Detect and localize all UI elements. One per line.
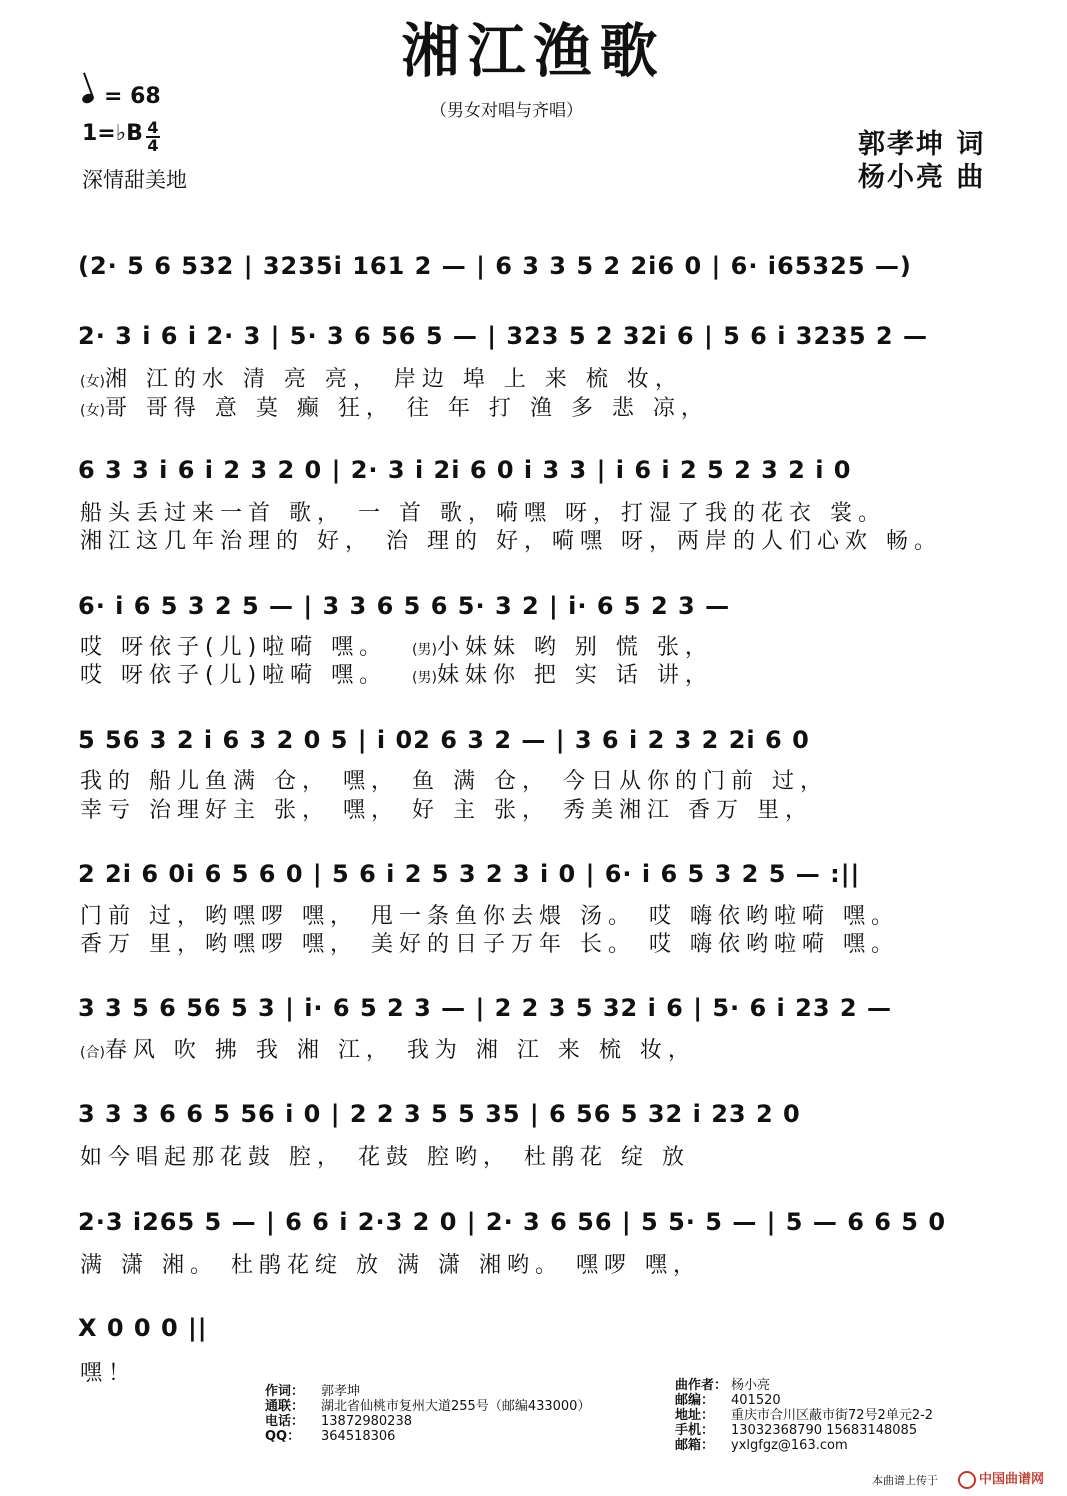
contact-value: 401520 [731, 1393, 781, 1408]
lyric-line: 嘿！ [80, 1361, 137, 1386]
lyric-line [80, 391, 709, 422]
singer-role: (男) [412, 642, 437, 658]
lyric-line: 我的 船儿鱼满 仓， 嘿， 鱼 满 仓， 今日从你的门前 过， [80, 769, 828, 794]
lyric-line: 门前 过，哟嘿啰 嘿， 甩一条鱼你去煨 汤。 哎 嗨依哟啦嗬 嘿。 [80, 904, 899, 929]
time-denominator: 4 [147, 136, 159, 155]
lyric-text: 哥 哥得 意 莫 癫 狂， 往 年 打 渔 多 悲 凉， [104, 396, 709, 421]
lyric-line: 如今唱起那花鼓 腔， 花鼓 腔哟， 杜鹃花 绽 放 [80, 1145, 690, 1170]
lyric-line: 香万 里，哟嘿啰 嘿， 美好的日子万年 长。 哎 嗨依哟啦嗬 嘿。 [80, 932, 899, 957]
contact-value: 重庆市合川区蔽市街72号2单元2-2 [731, 1408, 934, 1423]
score-line-9: 2·3 i265 5 — | 6 6 i 2·3 2 0 | 2· 3 6 56 | 5 5· 5 — | 5 — 6 6 5 0 [78, 1208, 947, 1236]
score-line-5: 5 56 3 2 i 6 3 2 0 5 | i 02 6 3 2 — | 3 6 i 2 3 2 2i 6 0 [78, 726, 810, 754]
expression-marking: 深情甜美地 [82, 168, 187, 192]
lyricist-contact [265, 1384, 590, 1444]
composer-contact [675, 1378, 933, 1453]
contact-label: 邮箱： [675, 1438, 715, 1453]
lyric-text: 小妹妹 哟 别 慌 张， [436, 635, 713, 660]
score-line-7: 3 3 5 6 56 5 3 | i· 6 5 2 3 — | 2 2 3 5 32 i 6 | 5· 6 i 23 2 — [78, 994, 892, 1022]
singer-role: (男) [412, 670, 437, 686]
score-line-6: 2 2i 6 0i 6 5 6 0 | 5 6 i 2 5 3 2 3 i 0 | 6· i 6 5 3 2 5 — :|| [78, 860, 861, 888]
song-title: 湘江渔歌 [401, 17, 666, 85]
lyric-line: 船头丢过来一首 歌， 一 首 歌，嗬嘿 呀，打湿了我的花衣 裳。 [80, 501, 886, 526]
site-logo-text: 中国曲谱网 [979, 1472, 1045, 1487]
contact-label: 地址： [675, 1408, 715, 1423]
tempo-marking [82, 84, 161, 109]
lyric-text: 湘 江的水 清 亮 亮， 岸边 埠 上 来 梳 妆， [104, 367, 683, 392]
contact-value: 杨小亮 [731, 1378, 771, 1393]
lyric-text: 妹妹你 把 实 话 讲， [436, 663, 713, 688]
lyric-line: 哎 呀依子(儿)啦嗬 嘿。 [80, 635, 388, 660]
score-line-2: 2· 3 i 6 i 2· 3 | 5· 3 6 56 5 — | 323 5 2 32i 6 | 5 6 i 3235 2 — [78, 322, 928, 350]
time-numerator: 4 [147, 118, 159, 137]
composer-credit: 杨小亮 曲 [858, 162, 986, 193]
upload-note: 本曲谱上传于 [872, 1474, 938, 1487]
quarter-note-icon [81, 92, 95, 105]
singer-role: (女) [80, 403, 105, 419]
lyric-line: 满 潇 湘。 杜鹃花绽 放 满 潇 湘哟。 嘿啰 嘿， [80, 1253, 701, 1278]
lyric-line [412, 658, 713, 689]
lyricist-credit: 郭孝坤 词 [858, 129, 986, 160]
lyric-line [80, 362, 683, 393]
score-line-1: (2· 5 6 532 | 3235i 161 2 — | 6 3 3 5 2 2i6 0 | 6· i65325 —) [78, 252, 912, 280]
lyric-line [412, 630, 713, 661]
site-logo-icon [958, 1471, 976, 1489]
contact-label: 手机： [675, 1423, 715, 1438]
contact-value: 364518306 [321, 1429, 396, 1444]
score-line-8: 3 3 3 6 6 5 56 i 0 | 2 2 3 5 5 35 | 6 56 5 32 i 23 2 0 [78, 1100, 801, 1128]
contact-value: 湖北省仙桃市复州大道255号（邮编433000） [321, 1399, 591, 1414]
performance-note: （男女对唱与齐唱） [430, 101, 583, 121]
lyric-line: 哎 呀依子(儿)啦嗬 嘿。 [80, 663, 388, 688]
lyric-line [80, 1033, 696, 1064]
lyric-line: 湘江这几年治理的 好， 治 理的 好，嗬嘿 呀，两岸的人们心欢 畅。 [80, 529, 942, 554]
contact-label: 作词： [265, 1384, 305, 1399]
contact-label: 邮编： [675, 1393, 715, 1408]
score-line-10: X 0 0 0 || [78, 1314, 208, 1342]
contact-label: QQ： [265, 1429, 301, 1444]
lyric-line: 幸亏 治理好主 张， 嘿， 好 主 张， 秀美湘江 香万 里， [80, 798, 813, 823]
contact-value: 13032368790 15683148085 [731, 1423, 918, 1438]
singer-role: (合) [80, 1045, 105, 1061]
tempo-value: = 68 [104, 84, 161, 109]
contact-value: yxlgfgz@163.com [731, 1438, 848, 1453]
contact-value: 13872980238 [321, 1414, 412, 1429]
lyric-text: 春风 吹 拂 我 湘 江， 我为 湘 江 来 梳 妆， [104, 1038, 696, 1063]
site-logo[interactable] [958, 1468, 1044, 1489]
contact-value: 郭孝坤 [321, 1384, 361, 1399]
score-line-3: 6 3 3 i 6 i 2 3 2 0 | 2· 3 i 2i 6 0 i 3 3 | i 6 i 2 5 2 3 2 i 0 [78, 456, 852, 484]
key-signature: 1=♭B [82, 121, 143, 146]
contact-label: 电话： [265, 1414, 305, 1429]
singer-role: (女) [80, 374, 105, 390]
score-line-4: 6· i 6 5 3 2 5 — | 3 3 6 5 6 5· 3 2 | i· 6 5 2 3 — [78, 592, 731, 620]
time-signature [146, 120, 160, 154]
contact-label: 通联： [265, 1399, 305, 1414]
contact-label: 曲作者： [675, 1378, 728, 1393]
